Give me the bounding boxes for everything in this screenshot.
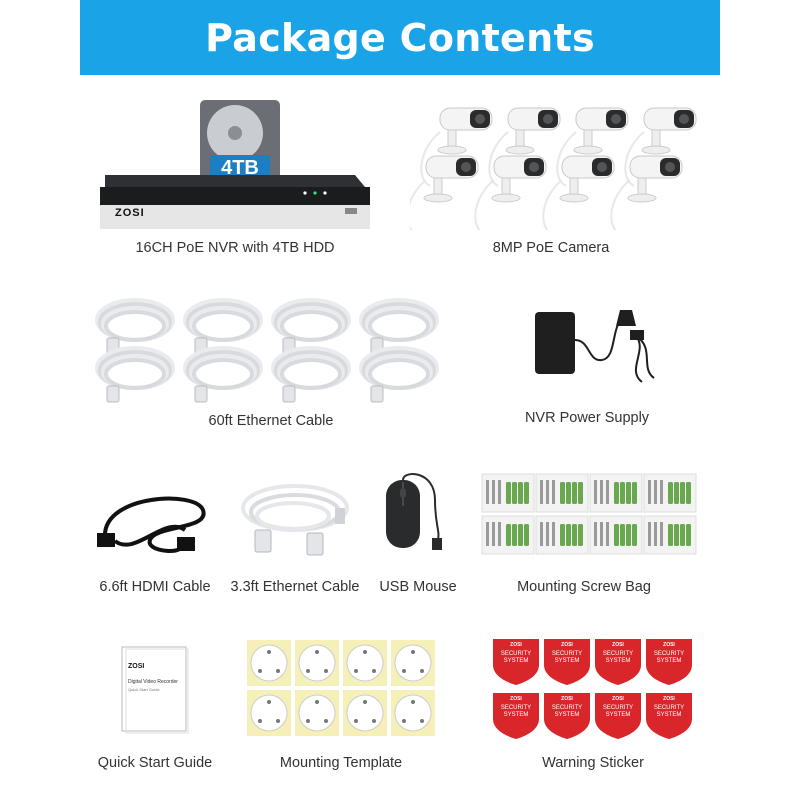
caption-power-supply: NVR Power Supply [524, 410, 650, 426]
screw-pack [644, 474, 696, 512]
page-title: Package Contents [205, 15, 595, 60]
sticker-brand: ZOSI [561, 696, 573, 702]
guide-subtitle: Quick Start Guide [128, 687, 160, 692]
template-card [343, 690, 387, 736]
cable-coil-item [95, 290, 445, 405]
sticker-text: SECURITY [602, 651, 634, 657]
sticker-text: SYSTEM [656, 712, 682, 718]
sticker-text: SYSTEM [605, 712, 631, 718]
ethernet-short-item [235, 478, 355, 560]
camera-unit [543, 156, 614, 230]
warning-sticker [493, 693, 539, 739]
cable-coil [97, 348, 173, 402]
caption-ethernet-short: 3.3ft Ethernet Cable [230, 579, 360, 595]
warning-sticker [646, 693, 692, 739]
screw-pack [536, 516, 588, 554]
screw-pack [482, 474, 534, 512]
template-card [391, 640, 435, 686]
screw-pack [482, 516, 534, 554]
template-sheet-icon [245, 638, 435, 738]
sticker-brand: ZOSI [612, 642, 624, 648]
sticker-item [490, 630, 695, 740]
power-supply-item [530, 300, 660, 385]
caption-guide: Quick Start Guide [97, 755, 213, 771]
guide-brand: ZOSI [128, 663, 145, 670]
cable-coil [97, 300, 173, 354]
cable-coil [185, 300, 261, 354]
hdmi-item [95, 485, 215, 565]
sticker-text: SECURITY [551, 705, 583, 711]
camera-item [410, 100, 710, 230]
warning-sticker [595, 693, 641, 739]
sticker-text: SYSTEM [605, 658, 631, 664]
screw-pack [536, 474, 588, 512]
template-card [295, 690, 339, 736]
screw-pack [590, 474, 642, 512]
nvr-item [95, 95, 375, 235]
hdd-label: 4TB [221, 157, 259, 179]
sticker-brand: ZOSI [663, 696, 675, 702]
warning-sticker [544, 693, 590, 739]
caption-sticker: Warning Sticker [542, 755, 644, 771]
template-card [343, 640, 387, 686]
nvr-brand-logo: ZOSI [115, 207, 145, 219]
template-card [247, 640, 291, 686]
bullet-camera-icon [410, 100, 710, 230]
cable-coil [361, 300, 437, 354]
sticker-text: SECURITY [551, 651, 583, 657]
hdmi-cable-icon [95, 485, 215, 565]
sticker-text: SYSTEM [503, 658, 529, 664]
sticker-brand: ZOSI [510, 696, 522, 702]
caption-ethernet-60ft: 60ft Ethernet Cable [208, 413, 334, 429]
cable-coil [273, 300, 349, 354]
sticker-text: SECURITY [653, 705, 685, 711]
template-card [247, 690, 291, 736]
sticker-brand: ZOSI [663, 642, 675, 648]
warning-sticker-icon [490, 630, 695, 740]
sticker-brand: ZOSI [612, 696, 624, 702]
caption-mouse: USB Mouse [379, 579, 457, 595]
sticker-text: SECURITY [500, 651, 532, 657]
guide-item [120, 645, 190, 735]
mouse-item [380, 470, 460, 555]
sticker-text: SYSTEM [656, 658, 682, 664]
warning-sticker [595, 639, 641, 685]
caption-nvr: 16CH PoE NVR with 4TB HDD [135, 240, 335, 256]
camera-unit [475, 156, 546, 230]
template-card [391, 690, 435, 736]
template-card [295, 640, 339, 686]
guide-title: Digital Video Recorder [128, 679, 178, 685]
sticker-text: SECURITY [653, 651, 685, 657]
warning-sticker [646, 639, 692, 685]
sticker-text: SECURITY [500, 705, 532, 711]
screw-bag-icon [480, 472, 700, 557]
warning-sticker [544, 639, 590, 685]
ethernet-cable-icon [235, 478, 355, 560]
sticker-text: SYSTEM [554, 712, 580, 718]
cable-coil [185, 348, 261, 402]
screw-pack [590, 516, 642, 554]
template-item [245, 638, 435, 738]
warning-sticker [493, 639, 539, 685]
camera-unit [611, 156, 682, 230]
caption-hdmi: 6.6ft HDMI Cable [99, 579, 211, 595]
camera-unit [410, 156, 478, 230]
caption-camera: 8MP PoE Camera [492, 240, 610, 256]
sticker-text: SECURITY [602, 705, 634, 711]
screw-pack [644, 516, 696, 554]
caption-screw-bag: Mounting Screw Bag [517, 579, 651, 595]
sticker-text: SYSTEM [554, 658, 580, 664]
cable-coil [273, 348, 349, 402]
sticker-text: SYSTEM [503, 712, 529, 718]
sticker-brand: ZOSI [561, 642, 573, 648]
sticker-brand: ZOSI [510, 642, 522, 648]
usb-mouse-icon [380, 470, 460, 555]
cable-coil [361, 348, 437, 402]
power-adapter-icon [530, 300, 660, 385]
cable-coil-icon [95, 290, 445, 405]
title-banner [80, 0, 720, 75]
caption-template: Mounting Template [279, 755, 403, 771]
screw-bag-item [480, 472, 700, 557]
